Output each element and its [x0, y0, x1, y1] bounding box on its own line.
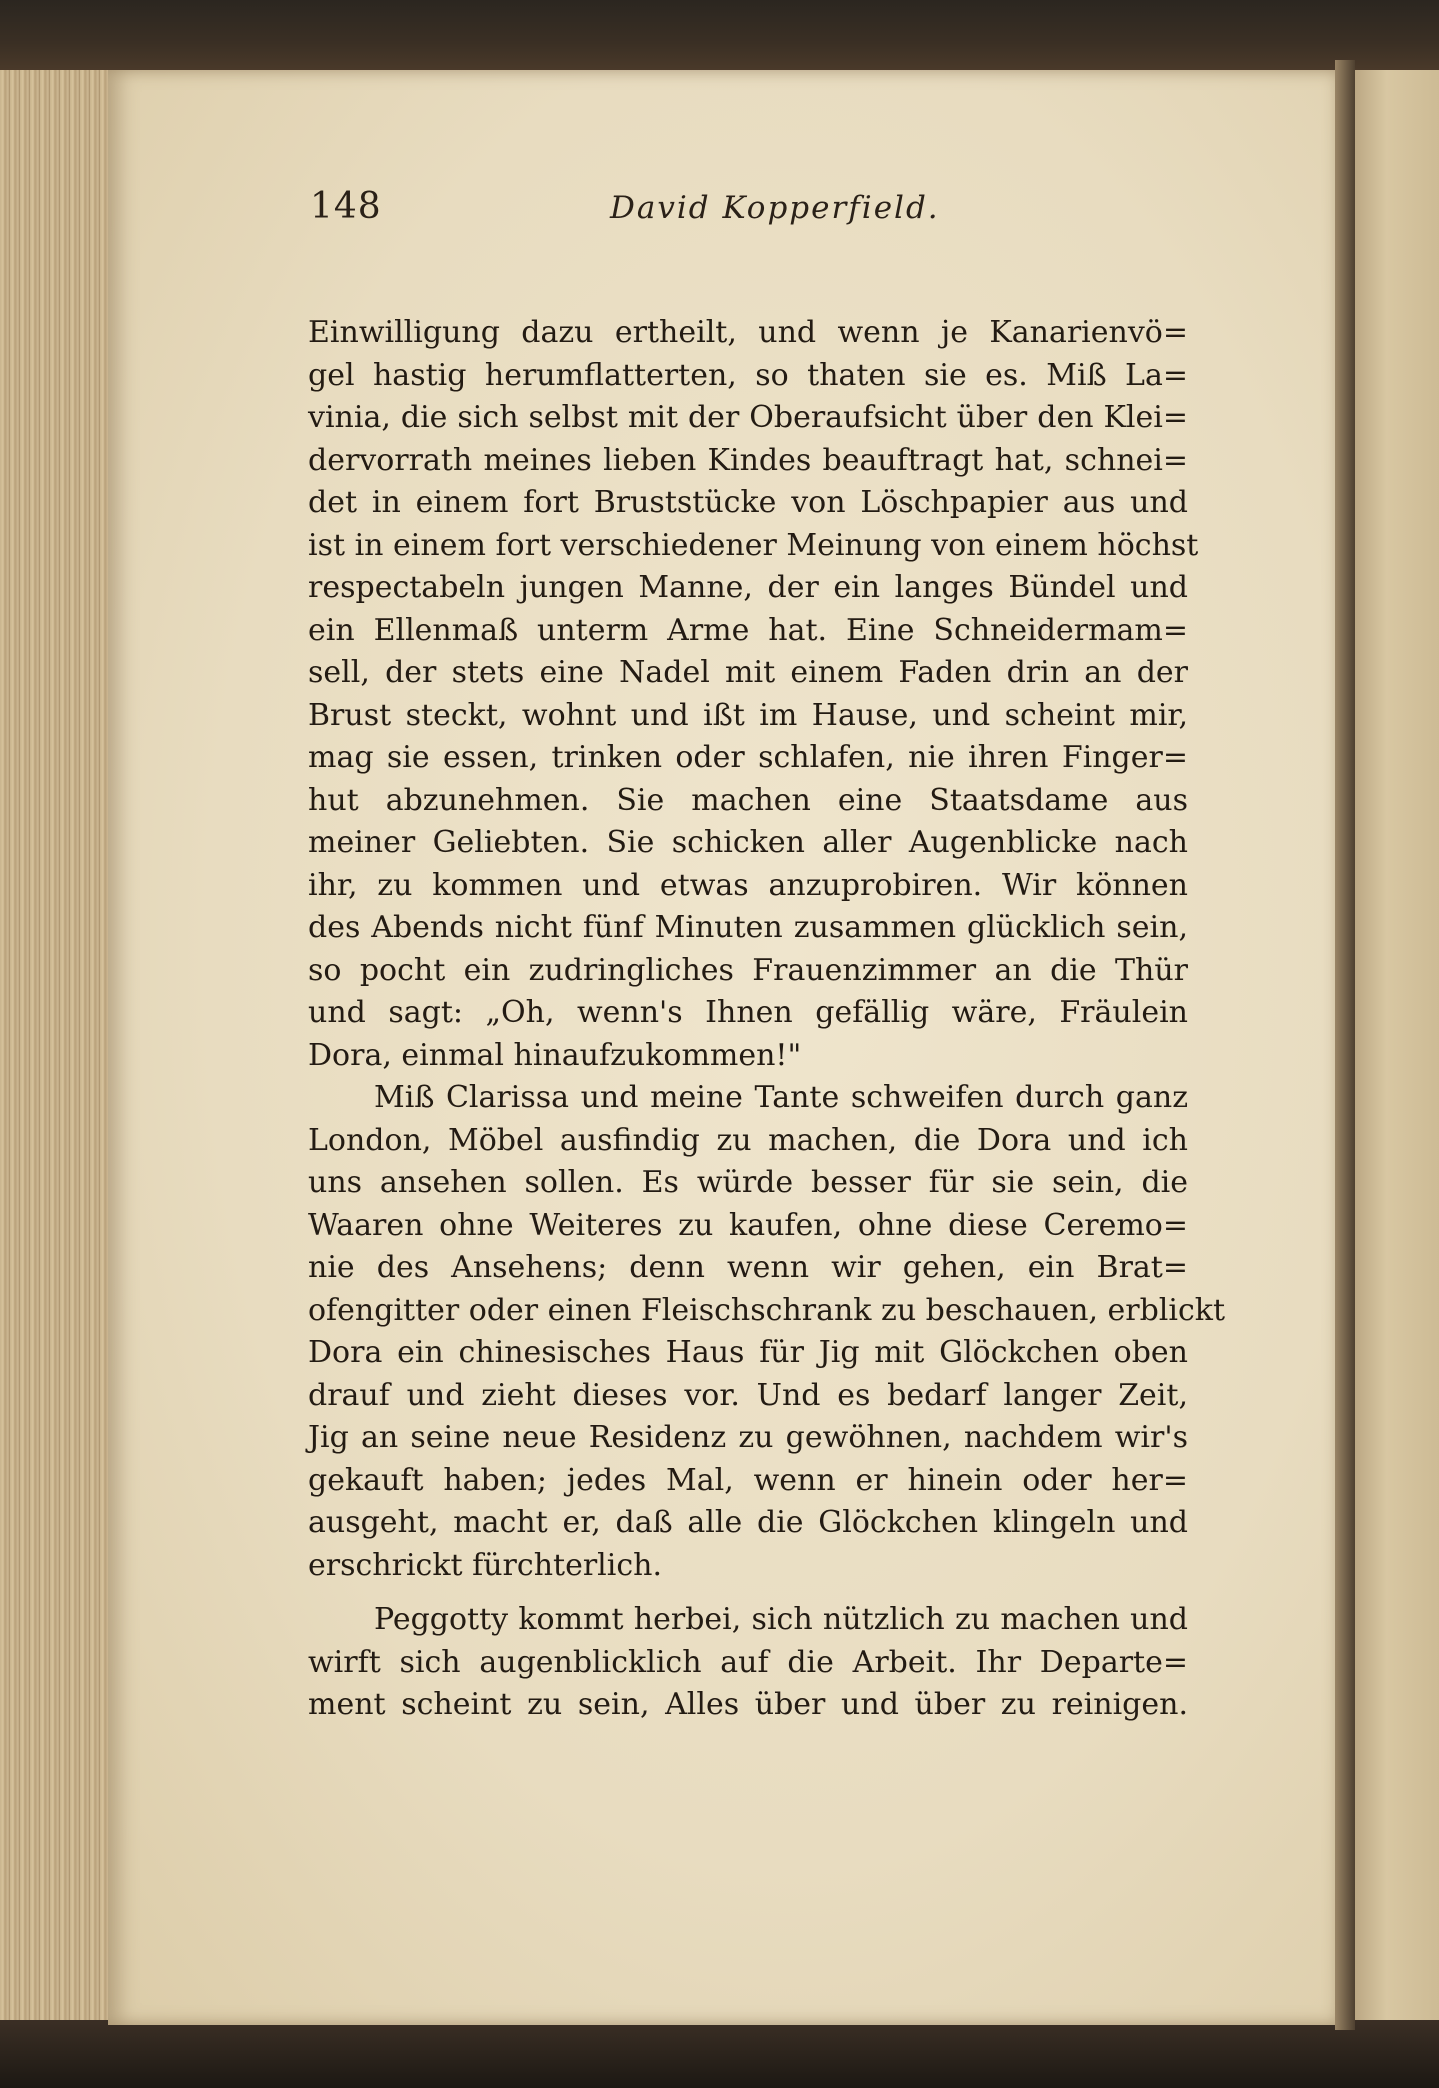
text-line: ment scheint zu sein, Alles über und über zu reinigen.: [308, 1687, 1188, 1722]
text-line: sell, der stets eine Nadel mit einem Faden drin an der: [308, 655, 1188, 690]
text-line: ihr, zu kommen und etwas anzuprobiren. Wir können: [308, 867, 1188, 903]
text-line: det in einem fort Bruststücke von Löschpapier aus und: [308, 485, 1188, 520]
text-line: hut abzunehmen. Sie machen eine Staatsdame aus: [308, 782, 1188, 818]
text-line: ein Ellenmaß unterm Arme hat. Eine Schneidermam=: [308, 612, 1188, 648]
text-line: ausgeht, macht er, daß alle die Glöckchen klingeln und: [308, 1505, 1188, 1540]
page-number: 148: [310, 186, 382, 227]
spine-shadow: [1335, 60, 1355, 2030]
text-line: so pocht ein zudringliches Frauenzimmer an die Thür: [308, 952, 1188, 988]
running-head: [200, 168, 1200, 228]
text-line: und sagt: „Oh, wenn's Ihnen gefällig wäre, Fräulein: [308, 995, 1188, 1030]
text-line: Einwilligung dazu ertheilt, und wenn je Kanarienvö=: [308, 315, 1188, 350]
text-line: ofengitter oder einen Fleischschrank zu beschauen, erblickt: [308, 1292, 1226, 1328]
running-head-title: David Kopperfield.: [610, 190, 940, 226]
text-line: drauf und zieht dieses vor. Und es bedarf langer Zeit,: [308, 1377, 1188, 1413]
text-line: wirft sich augenblicklich auf die Arbeit. Ihr Departe=: [308, 1644, 1188, 1680]
text-line: Waaren ohne Weiteres zu kaufen, ohne diese Ceremo=: [308, 1207, 1188, 1243]
text-line: gekauft haben; jedes Mal, wenn er hinein oder her=: [308, 1462, 1188, 1498]
body-text: [308, 312, 1226, 1727]
text-line: Dora, einmal hinaufzukommen!": [308, 1037, 802, 1073]
text-line: erschrickt fürchterlich.: [308, 1547, 663, 1583]
paragraph-3: [308, 1599, 1188, 1727]
text-line: nie des Ansehens; denn wenn wir gehen, ein Brat=: [308, 1250, 1188, 1285]
text-line: Miß Clarissa und meine Tante schweifen durch ganz: [374, 1080, 1188, 1115]
text-line: Peggotty kommt herbei, sich nützlich zu machen und: [374, 1602, 1188, 1637]
paragraph-1: [308, 312, 1199, 1077]
text-line: respectabeln jungen Manne, der ein langes Bündel und: [308, 570, 1188, 605]
binding-bottom-edge: [0, 2020, 1439, 2088]
facing-page-edge: [1352, 70, 1439, 2025]
text-line: mag sie essen, trinken oder schlafen, nie ihren Finger=: [308, 740, 1188, 775]
text-line: dervorrath meines lieben Kindes beauftragt hat, schnei=: [308, 442, 1188, 478]
text-line: vinia, die sich selbst mit der Oberaufsicht über den Klei=: [308, 400, 1188, 435]
text-line: London, Möbel ausfindig zu machen, die Dora und ich: [308, 1122, 1188, 1158]
text-line: des Abends nicht fünf Minuten zusammen glücklich sein,: [308, 910, 1188, 945]
binding-top-edge: [0, 0, 1439, 72]
text-line: Dora ein chinesisches Haus für Jig mit Glöckchen oben: [308, 1335, 1188, 1370]
text-line: uns ansehen sollen. Es würde besser für sie sein, die: [308, 1165, 1188, 1200]
text-line: ist in einem fort verschiedener Meinung von einem höchst: [308, 527, 1199, 563]
text-line: gel hastig herumflatterten, so thaten sie es. Miß La=: [308, 357, 1188, 393]
text-line: Jig an seine neue Residenz zu gewöhnen, nachdem wir's: [308, 1420, 1188, 1455]
paragraph-gap: [308, 1587, 1188, 1599]
paragraph-2: [308, 1077, 1226, 1587]
text-line: Brust steckt, wohnt und ißt im Hause, und scheint mir,: [308, 697, 1188, 733]
text-line: meiner Geliebten. Sie schicken aller Augenblicke nach: [308, 825, 1188, 860]
